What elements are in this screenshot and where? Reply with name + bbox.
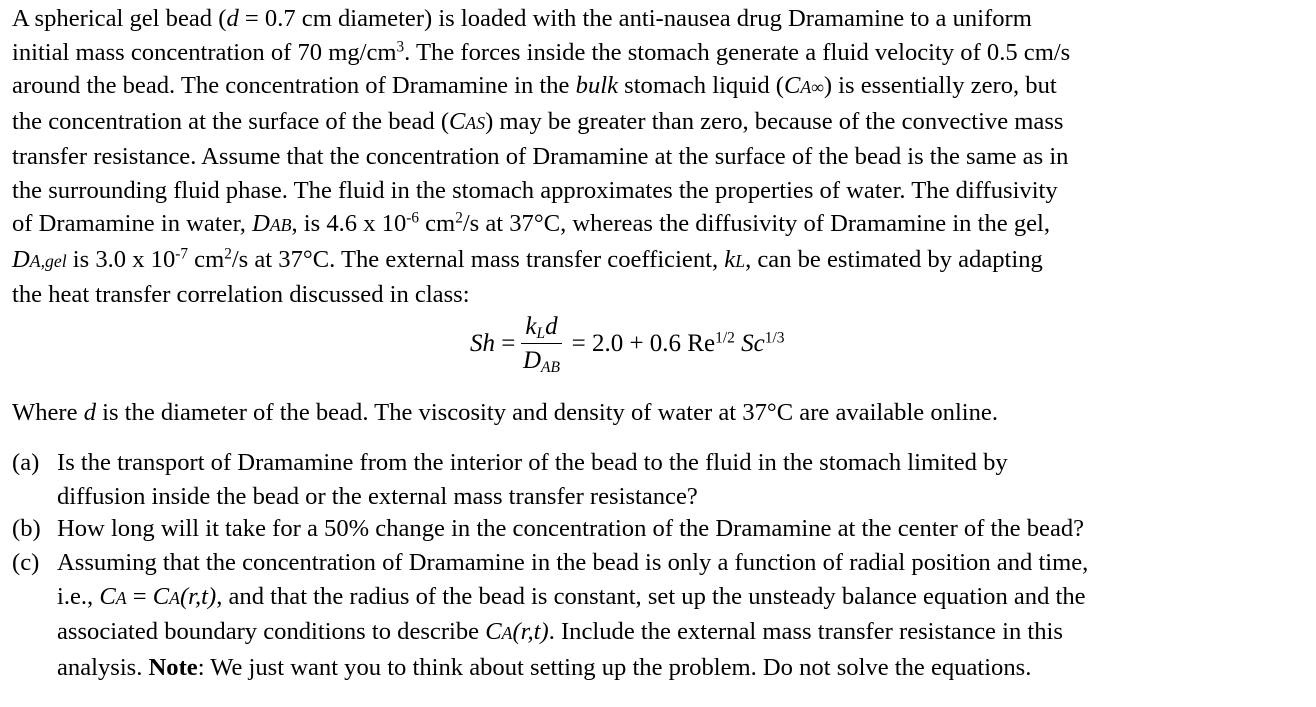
text-run: transfer resistance. Assume that the concentration of Dramamine at the surface of the bead is the same as in (12, 143, 1069, 170)
text-run: 1/2 (715, 329, 735, 347)
question-a (12, 446, 1312, 513)
text-run: A spherical gel bead ( (12, 5, 227, 32)
text-run: 1/3 (764, 329, 785, 347)
text-run: k (525, 312, 537, 340)
text-run: How long will it take for a 50% change in the concentration of the Dramamine at the center of the bead? (57, 515, 1085, 542)
statement-line (12, 69, 1308, 105)
text-run: d (226, 5, 239, 32)
text-run: = 0.7 cm diameter) is loaded with the anti-nausea drug Dramamine to a uniform (238, 5, 1032, 32)
text-run: , and that the radius of the bead is constant, set up the unsteady balance equation and the (216, 582, 1086, 610)
text-run: of Dramamine in water, (12, 210, 253, 237)
text-run: is the diameter of the bead. The viscosity and density of water at 37°C are available online. (95, 399, 998, 426)
text-run: ) is essentially zero, but (823, 72, 1057, 99)
text-run: A (169, 587, 180, 608)
question-c (12, 546, 1312, 684)
text-run: Assuming that the concentration of Dramamine in the bead is only a function of radial position and time, (57, 549, 1089, 576)
sherwood-correlation-equation (470, 308, 785, 380)
statement-line (12, 140, 1308, 174)
text-run: d (83, 399, 96, 426)
text-run: i.e., (57, 582, 100, 610)
text-run: around the bead. The concentration of Dramamine in the (12, 72, 576, 99)
text-run: L (536, 324, 546, 342)
where-statement (12, 396, 998, 430)
text-run: cm (188, 245, 225, 273)
text-run: (r,t) (179, 582, 217, 610)
text-run: C (449, 107, 466, 135)
text-run: AS (465, 112, 486, 133)
text-run: /s at 37°C. The external mass transfer coefficient, (231, 245, 725, 273)
question-line (57, 651, 1312, 685)
text-run: (r,t) (512, 618, 549, 645)
text-run: D (522, 346, 542, 374)
text-run: /s at 37°C, whereas the diffusivity of Dramamine in the gel, (462, 210, 1051, 237)
text-run: A (501, 623, 513, 643)
statement-line (12, 207, 1308, 243)
text-run: analysis. (57, 653, 149, 681)
text-run: C (783, 72, 801, 99)
question-line (57, 480, 1312, 514)
text-run: : We just want you to think about setting up the problem. Do not solve the equations. (197, 653, 1032, 681)
question-label: (c) (12, 549, 40, 576)
text-run: bulk (575, 72, 618, 99)
question-line (57, 446, 1312, 480)
text-run: = (495, 330, 516, 357)
equation-fraction (521, 312, 561, 377)
statement-line (12, 105, 1308, 141)
text-run: C (99, 582, 116, 610)
text-run: -7 (175, 245, 188, 263)
text-run: -6 (406, 209, 419, 227)
text-run: associated boundary conditions to describe (57, 618, 486, 645)
statement-line (12, 2, 1308, 36)
question-label: (a) (12, 449, 40, 476)
text-run: 3 (396, 38, 405, 56)
problem-statement (12, 2, 1308, 312)
text-run: stomach liquid ( (617, 72, 784, 99)
text-run: L (735, 250, 746, 271)
fraction-numerator (521, 312, 561, 344)
text-run: = (126, 582, 153, 610)
text-run: = 2.0 + 0.6 Re (571, 330, 716, 357)
statement-line (12, 36, 1308, 70)
text-run: D (12, 245, 30, 273)
text-run: Is the transport of Dramamine from the interior of the bead to the fluid in the stomach limited by (57, 449, 1008, 476)
equation-rhs (572, 330, 785, 358)
text-run: AB (541, 358, 560, 376)
text-run: the surrounding fluid phase. The fluid in the stomach approximates the properties of water. The diffusivity (12, 176, 1058, 204)
text-run: A∞ (800, 77, 824, 97)
statement-line (12, 243, 1308, 279)
question-line (57, 580, 1312, 616)
question-b (12, 512, 1312, 546)
text-run: Sh (470, 330, 495, 357)
question-label: (b) (12, 515, 41, 542)
text-run: 2 (455, 209, 463, 227)
text-run: Sc (741, 330, 765, 357)
text-run: , is 4.6 x 10 (291, 210, 407, 237)
text-run: Where (12, 399, 84, 426)
equation-lhs (470, 330, 515, 358)
text-run: , can be estimated by adapting (745, 245, 1043, 273)
text-run: cm (418, 210, 456, 237)
statement-line (12, 174, 1308, 208)
text-run: Note (148, 653, 198, 681)
question-line (57, 512, 1312, 546)
text-run: diffusion inside the bead or the external mass transfer resistance? (57, 482, 698, 510)
text-run: initial mass concentration of 70 mg/cm (12, 38, 397, 66)
text-run: AB (269, 215, 292, 235)
text-run: . The forces inside the stomach generate a fluid velocity of 0.5 cm/s (404, 38, 1071, 66)
text-run: C (485, 618, 502, 645)
text-run: C (152, 582, 170, 610)
text-run: 2 (224, 245, 232, 263)
text-run: the heat transfer correlation discussed in class: (12, 281, 470, 308)
text-run: D (252, 210, 270, 237)
text-run: d (545, 312, 558, 340)
text-run: . Include the external mass transfer resistance in this (548, 618, 1063, 645)
text-run: A (115, 587, 127, 608)
question-line (57, 615, 1312, 651)
text-run: k (724, 245, 736, 273)
statement-line (12, 278, 1308, 312)
fraction-denominator (523, 344, 560, 377)
text-run: the concentration at the surface of the bead ( (12, 107, 450, 135)
text-run: ) may be greater than zero, because of the convective mass (485, 107, 1064, 135)
question-line (57, 546, 1312, 580)
text-run: is 3.0 x 10 (66, 245, 176, 273)
text-run: A,gel (29, 250, 67, 271)
